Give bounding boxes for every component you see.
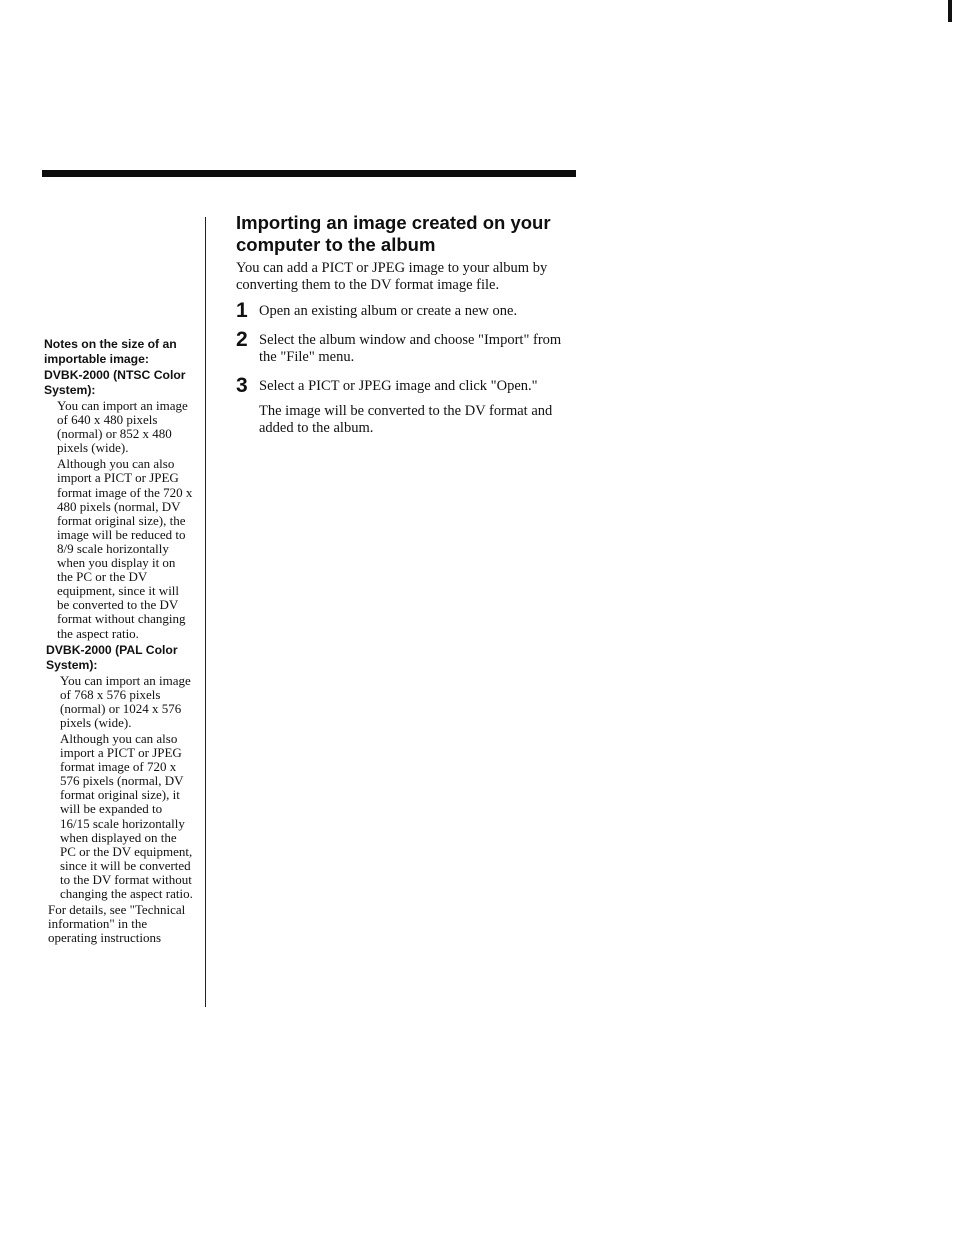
step-2 <box>236 328 581 366</box>
step-text: Select the album window and choose "Import" from the "File" menu. <box>259 332 562 365</box>
pal-paragraph-1: You can import an image of 768 x 576 pixels (normal) or 1024 x 576 pixels (wide). <box>60 672 191 730</box>
page-edge-mark <box>948 0 952 22</box>
top-rule <box>42 170 576 177</box>
column-divider <box>205 217 206 1007</box>
ntsc-paragraph-2: Although you can also import a PICT or JPEG format image of the 720 x 480 pixels (normal, DV format original size), the image will be reduced to 8/9 scale horizontally when you display it on the PC or the DV equipment, since it will be converted to the DV format without changing the aspect ratio. <box>57 456 193 641</box>
intro-paragraph: You can add a PICT or JPEG image to your album by converting them to the DV format image file. <box>236 260 548 293</box>
step-3-result: The image will be converted to the DV format and added to the album. <box>259 403 553 436</box>
step-3 <box>236 374 581 397</box>
step-text: Open an existing album or create a new one. <box>259 303 518 319</box>
details-reference: For details, see "Technical information" in the operating instructions <box>48 902 186 946</box>
step-1 <box>236 299 581 322</box>
step-number: 3 <box>236 374 248 397</box>
pal-paragraph-2: Although you can also import a PICT or JPEG format image of 720 x 576 pixels (normal, DV format original size), it will be expanded to 16/15 scale horizontally when displayed on the PC or the DV equipment, since it will be converted to the DV format without changing the aspect ratio. <box>60 730 193 901</box>
main-column <box>236 212 581 437</box>
notes-title: Notes on the size of an importable image: <box>44 337 177 366</box>
section-title: Importing an image created on your computer to the album <box>236 212 551 255</box>
step-text: Select a PICT or JPEG image and click "Open." <box>259 378 538 394</box>
ntsc-paragraph-1: You can import an image of 640 x 480 pixels (normal) or 852 x 480 pixels (wide). <box>57 398 188 456</box>
side-notes <box>44 337 194 945</box>
step-number: 1 <box>236 299 248 322</box>
pal-heading: DVBK-2000 (PAL Color System): <box>46 642 178 672</box>
ntsc-heading: DVBK-2000 (NTSC Color System): <box>44 368 186 397</box>
step-number: 2 <box>236 328 248 351</box>
